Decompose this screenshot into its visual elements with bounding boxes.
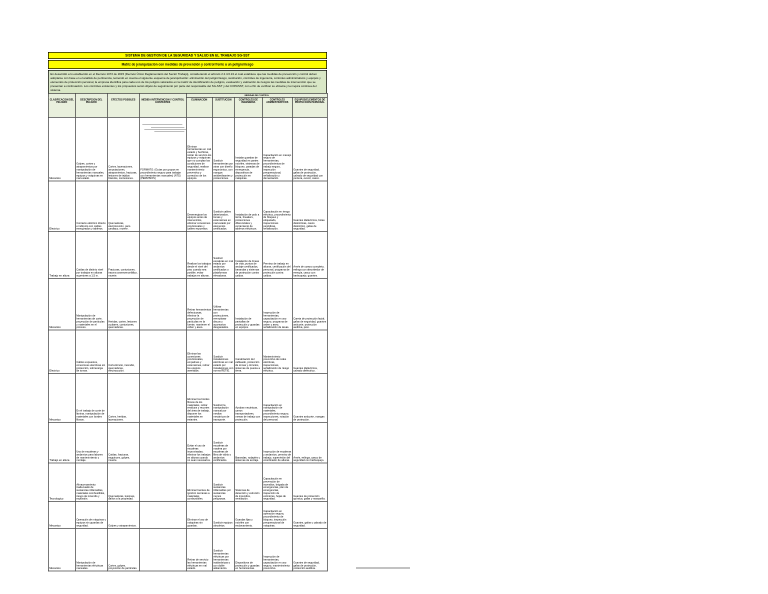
- cell-text: Sustituir sustancias inflamables por sustancias menos peligrosas.: [213, 482, 231, 501]
- intro-paragraph: En desarrollo a lo establecido en el Decreto 1072 de 2015 (Decreto Único Reglamentario del Sector Trabajo), considerando el artículo 2.2.4.6.24 el cual establece que las medidas de prevención y control deben adoptarse con base en el análisis de pertinencia, teniendo en cuenta el siguiente esquema de jerarquización: eliminación del peligro/riesgo, sustitución, controles de ingeniería, controles administrativos y equipos y elementos de protección personal, la empresa identifica para cada uno de los peligros valorados en la matriz de identificación de peligros, evaluación y valoración de riesgos las medidas de intervención que se presentan a continuación. Los controles existentes y los propuestos serán objeto de seguimiento por parte del responsable del SG-SST y del COPASST, con el fin de verificar su eficacia y la mejora continua del sistema.: [48, 70, 327, 93]
- cell-content: [213, 463, 234, 501]
- cell-text: Electrico: [49, 227, 60, 231]
- cell-clasificacion: [48, 232, 75, 279]
- cell-text: Instalar guardas de seguridad en partes móviles, sistemas de bloqueo, paradas de emergencia, dispositivos de protección en máquinas.: [235, 156, 260, 180]
- cell-content: [49, 423, 75, 463]
- cell-text: Arnés, eslinga, casco de seguridad con barbuquejo.: [293, 455, 325, 462]
- cell-text: Cables expuestos, conexiones eléctricas sin protección, sobrecarga de tomas.: [76, 360, 106, 373]
- cell-text: Sustituir escaleras de madera por escaleras de fibra de vidrio o andamios certificados.: [213, 441, 232, 462]
- cell-content: [293, 118, 327, 181]
- cell-content: [140, 118, 186, 181]
- cell-content: [235, 423, 262, 463]
- cell-content: [140, 374, 186, 422]
- cell-content: [293, 502, 327, 528]
- cell-text: Capacitación en manejo seguro de herramientas, procedimientos de trabajo seguro, inspección preoperacional, señalización y demarcación.: [263, 153, 292, 180]
- cell-medida-actual: [139, 232, 186, 279]
- cell-content: [235, 463, 262, 501]
- cell-efectos: [107, 181, 139, 232]
- cell-content: [187, 118, 212, 181]
- cell-controles-administrativos: [262, 278, 292, 330]
- cell-text: Retirar de servicio las herramientas eléctricas en mal estado.: [187, 558, 209, 570]
- cell-content: [140, 181, 186, 231]
- cell-content: [213, 529, 234, 571]
- cell-epp: [292, 374, 327, 423]
- cell-content: [140, 463, 186, 501]
- cell-clasificacion: [48, 330, 75, 374]
- cell-content: [49, 502, 75, 528]
- cell-content: [235, 118, 262, 181]
- cell-text: Caídas de distinto nivel por trabajos en alturas superiores a 1.5 m.: [76, 268, 104, 278]
- cell-text: Eliminar herramientas en mal estado y hechizas, retirar de servicio los equipos y máquinas que no cumplan las condiciones de seguridad, realizar mantenimiento preventivo y correctivo de los equipos.: [187, 144, 212, 180]
- cell-content: [187, 279, 212, 330]
- cell-content: [76, 181, 107, 231]
- cell-medida-actual: [139, 463, 186, 502]
- cell-text: Trabajo en altura: [49, 458, 70, 462]
- cell-content: [293, 374, 327, 422]
- cell-text: Golpes y atrapamientos.: [108, 524, 137, 528]
- column-header-medida-actual: MEDIDA INTERVENCION Y CONTROL EXISTENTES: [139, 93, 186, 117]
- cell-efectos: [107, 232, 139, 279]
- cell-text: Instalación de polo a tierra, breakers, protecciones diferenciales y cerramiento de tableros eléctricos.: [235, 212, 260, 231]
- cell-content: [213, 423, 234, 463]
- cell-text: Uso de escaleras y andamios para labores de mantenimiento y montaje.: [76, 450, 103, 462]
- cell-content: [140, 232, 186, 278]
- cell-content: [49, 374, 75, 422]
- cell-content: [187, 423, 212, 463]
- cell-content: [108, 181, 139, 231]
- cell-content: [293, 181, 327, 231]
- cell-sustitucion: [212, 463, 234, 502]
- cell-content: [263, 118, 292, 181]
- cell-content: [76, 529, 107, 571]
- cell-content: [213, 502, 234, 528]
- cell-sustitucion: [212, 502, 234, 529]
- cell-controles-administrativos: [262, 232, 292, 279]
- cell-text: Inspección de herramientas, capacitación en uso seguro, mantenimiento preventivo.: [263, 555, 290, 570]
- cell-content: [293, 423, 327, 463]
- cell-content: [49, 232, 75, 278]
- table-body: [48, 117, 327, 571]
- cell-content: [187, 374, 212, 422]
- cell-medida-actual: [139, 278, 186, 330]
- cell-descripcion: [75, 528, 107, 571]
- cell-text: Guantes dieléctricos, botas dieléctricas, casco dieléctrico, gafas de seguridad.: [293, 218, 325, 231]
- cell-sustitucion: [212, 232, 234, 279]
- document-title: SISTEMA DE GESTION DE LA SEGURIDAD Y SALUD EN EL TRABAJO SG-SST: [48, 52, 327, 59]
- cell-clasificacion: [48, 463, 75, 502]
- cell-controles-ingenieria: [234, 278, 262, 330]
- cell-content: [108, 423, 139, 463]
- cell-eliminacion: [186, 422, 212, 463]
- cell-medida-actual: [139, 117, 186, 181]
- cell-content: [108, 502, 139, 528]
- cell-content: [293, 463, 327, 501]
- cell-sustitucion: [212, 374, 234, 423]
- cell-clasificacion: [48, 422, 75, 463]
- cell-text: Inspección de escaleras y andamios, permiso de trabajo, supervisión del coordinador de alturas.: [263, 450, 292, 462]
- cell-clasificacion: [48, 117, 75, 181]
- cell-controles-administrativos: [262, 463, 292, 502]
- cell-text: Utilizar herramientas con protecciones, reemplazar discos y accesorios desgastados.: [213, 305, 229, 329]
- cell-text: Guantes anticorte, mangas de protección.: [293, 415, 325, 422]
- cell-text: Golpes, cortes y atrapamientos por manipulación de herramientas manuales, equipos y máquinas en mal estado.: [76, 162, 105, 180]
- cell-content: [213, 181, 234, 231]
- cell-text: Eliminar el uso de máquinas sin guardas.: [187, 518, 208, 528]
- cell-text: Canalización del cableado, protección de tomas y circuitos, sistemas de puesta a tierra.: [235, 357, 260, 373]
- cell-epp: [292, 502, 327, 529]
- medidas-de-control-header: MEDIDAS DE CONTROL: [186, 93, 327, 97]
- cell-efectos: [107, 330, 139, 374]
- cell-eliminacion: [186, 232, 212, 279]
- cell-text: Sustituir herramientas por otras con diseño ergonómico, con mangos antideslizantes y protecciones.: [213, 159, 233, 180]
- cell-text: Dispositivos de protección y guardas en herramientas.: [235, 560, 260, 570]
- cell-text: Heridas, cortes, lesiones oculares, contusiones, quemaduras.: [108, 319, 137, 329]
- cell-content: [108, 279, 139, 330]
- cell-controles-ingenieria: [234, 502, 262, 529]
- document-subtitle: Matriz de jerarquización con medidas de prevención y control frente a un peligro/riesgo: [48, 60, 327, 69]
- cell-content: [140, 502, 186, 528]
- cell-content: [213, 118, 234, 181]
- column-header-controles-administrativos: CONTROLES ADMINISTRATIVOS: [262, 97, 292, 117]
- table-row: [48, 278, 327, 330]
- cell-controles-administrativos: [262, 528, 292, 571]
- cell-text: Almacenamiento inadecuado de sustancias inflamables, materiales combustibles, riesgo de incendio y explosión.: [76, 482, 105, 501]
- cell-controles-administrativos: [262, 117, 292, 181]
- cell-epp: [292, 117, 327, 181]
- cell-text: Mecanico: [49, 325, 61, 329]
- column-header-efectos: EFECTOS POSIBLES: [107, 93, 139, 117]
- cell-text: Cortes, golpes, proyección de partículas.: [108, 563, 138, 570]
- cell-text: Arnés de cuerpo completo, eslinga con absorbedor de energía, casco con barbuquejo, guantes.: [293, 265, 325, 278]
- cell-epp: [292, 278, 327, 330]
- cell-content: [49, 181, 75, 231]
- table-row: [48, 422, 327, 463]
- cell-clasificacion: [48, 374, 75, 423]
- cell-content: [187, 529, 212, 571]
- cell-content: [108, 118, 139, 181]
- cell-content: [187, 502, 212, 528]
- cell-content: [263, 423, 292, 463]
- cell-text: Quemaduras, lesiones, daños a la propiedad.: [108, 494, 136, 501]
- cell-text: Sistemas de detección y extinción de incendios, ventilación.: [235, 488, 260, 501]
- cell-sustitucion: [212, 181, 234, 232]
- cell-content: [187, 463, 212, 501]
- cell-descripcion: [75, 117, 107, 181]
- cell-text: Eliminar fuentes de ignición cercanas a materiales combustibles.: [187, 488, 210, 501]
- cell-text: Guardas fijas y móviles con enclavamiento.: [235, 518, 253, 528]
- cell-clasificacion: [48, 502, 75, 529]
- cell-clasificacion: [48, 278, 75, 330]
- cell-controles-administrativos: [262, 422, 292, 463]
- cell-text: Sustituir herramientas eléctricas por herramientas inalámbricas o con doble aislamiento.: [213, 549, 231, 570]
- cell-descripcion: [75, 278, 107, 330]
- cell-text: Eliminar las conexiones provisionales, empalmes y extensiones, retirar los equipos averiados.: [187, 352, 210, 373]
- cell-content: [108, 232, 139, 278]
- cell-content: [235, 181, 262, 231]
- cell-text: Cortes, laceraciones, amputaciones, atrapamientos, fracturas, lesiones de tejidos blandos, contusiones.: [108, 165, 138, 180]
- cell-content: [108, 374, 139, 422]
- cell-text: Quemaduras, electrocución, paro cardiaco, muerte.: [108, 221, 131, 231]
- cell-efectos: [107, 278, 139, 330]
- cell-controles-ingenieria: [234, 422, 262, 463]
- table-row: [48, 374, 327, 423]
- cell-eliminacion: [186, 502, 212, 529]
- cell-content: [235, 330, 262, 373]
- cell-content: [49, 330, 75, 373]
- cell-content: [187, 330, 212, 373]
- cell-content: [187, 232, 212, 278]
- cell-eliminacion: [186, 278, 212, 330]
- cell-eliminacion: [186, 528, 212, 571]
- cell-controles-ingenieria: [234, 528, 262, 571]
- cell-eliminacion: [186, 374, 212, 423]
- table-row: [48, 181, 327, 232]
- cell-epp: [292, 528, 327, 571]
- cell-text: Sustituir la manipulación manual por medios mecánicos de transporte.: [213, 403, 230, 422]
- cell-sustitucion: [212, 422, 234, 463]
- cell-text: Instalación de pantallas de protección y guardas en equipos.: [235, 317, 260, 329]
- cell-sustitucion: [212, 330, 234, 374]
- cell-content: [263, 374, 292, 422]
- table-row: [48, 528, 327, 571]
- cell-text: Guantes de seguridad, gafas de protección, calzado de seguridad con puntera, overol, casco.: [293, 168, 323, 180]
- cell-text: Sustituir escaleras en mal estado por andamios certificados o plataformas elevadoras.: [213, 256, 233, 278]
- cell-text: Realizar los trabajos desde el nivel del piso cuando sea posible, evitar trabajos en alturas.: [187, 262, 211, 278]
- cell-text: Fracturas, contusiones, trauma craneoencefálico, muerte.: [108, 268, 138, 278]
- cell-content: [213, 374, 234, 422]
- cell-medida-actual: [139, 181, 186, 232]
- cell-efectos: [107, 422, 139, 463]
- cell-controles-ingenieria: [234, 181, 262, 232]
- cell-content: [263, 463, 292, 501]
- cell-descripcion: [75, 181, 107, 232]
- cell-controles-administrativos: [262, 374, 292, 423]
- cell-medida-actual: [139, 502, 186, 529]
- cell-efectos: [107, 374, 139, 423]
- column-header-epp: EQUIPOS/ELEMENTOS DE PROTECCION PERSONAL: [292, 97, 327, 117]
- cell-text: Retirar herramientas defectuosas, eliminar la proyección de partículas en la fuente, mantener el orden y aseo.: [187, 308, 212, 329]
- cell-text: Sustituir equipos obsoletos.: [213, 521, 233, 528]
- cell-controles-ingenieria: [234, 463, 262, 502]
- cell-text: Instalación de líneas de vida, puntos de anclaje certificados, barandas y sistemas de protección contra caídas.: [235, 259, 260, 278]
- cell-content: [76, 423, 107, 463]
- cell-content: [108, 463, 139, 501]
- cell-text: Tecnologico: [49, 497, 64, 501]
- table-row: [48, 232, 327, 279]
- cell-content: [76, 232, 107, 278]
- form-thumbnail: [141, 124, 186, 133]
- cell-content: [108, 330, 139, 373]
- cell-content: [213, 232, 234, 278]
- document-sheet: [48, 52, 327, 571]
- cell-content: [76, 279, 107, 330]
- column-header-eliminacion: ELIMINACION: [186, 97, 212, 117]
- cell-content: [140, 330, 186, 373]
- cell-content: [140, 279, 186, 330]
- cell-sustitucion: [212, 278, 234, 330]
- cell-content: [293, 330, 327, 373]
- cell-content: [235, 502, 262, 528]
- column-header-controles-ingenieria: CONTROLES DE INGENIERIA: [234, 97, 262, 117]
- cell-text: Guantes, gafas y calzado de seguridad.: [293, 521, 327, 528]
- cell-text: En el trabajo de corte de lámina, manipulación de materiales con bordes filosos.: [76, 409, 105, 422]
- cell-content: [235, 374, 262, 422]
- cell-epp: [292, 422, 327, 463]
- cell-text: Ayudas mecánicas, carros transportadores, mesas de trabajo con protección.: [235, 406, 261, 422]
- cell-content: [76, 374, 107, 422]
- cell-controles-administrativos: [262, 330, 292, 374]
- cell-text: Mecanico: [49, 176, 61, 180]
- cell-epp: [292, 181, 327, 232]
- footer-note: [356, 567, 410, 569]
- cell-content: [263, 502, 292, 528]
- cell-controles-ingenieria: [234, 374, 262, 423]
- cell-text: Guantes dieléctricos, calzado dieléctrico.: [293, 366, 318, 373]
- cell-content: [76, 330, 107, 373]
- cell-descripcion: [75, 463, 107, 502]
- cell-text: Operación de máquinas y equipos sin guardas de seguridad.: [76, 518, 106, 528]
- cell-controles-administrativos: [262, 502, 292, 529]
- column-header-clasificacion: CLASIFICACION DEL PELIGRO: [48, 93, 75, 117]
- cell-descripcion: [75, 232, 107, 279]
- cell-efectos: [107, 117, 139, 181]
- cell-eliminacion: [186, 463, 212, 502]
- cell-content: [76, 502, 107, 528]
- cell-content: [293, 529, 327, 571]
- cell-sustitucion: [212, 117, 234, 181]
- control-matrix-table: [48, 93, 328, 571]
- cell-clasificacion: [48, 528, 75, 571]
- cell-text: FORMATO: (Guías por grupos en procedimiento seguro para trabajar con herramientas manuales) (ATS) (PERMISOS): [140, 168, 181, 180]
- cell-efectos: [107, 528, 139, 571]
- table-row: [48, 330, 327, 374]
- cell-content: [76, 118, 107, 181]
- cell-content: [49, 279, 75, 330]
- cell-medida-actual: [139, 374, 186, 423]
- cell-text: Guantes de protección química, gafas y mascarilla.: [293, 494, 326, 501]
- cell-content: [235, 279, 262, 330]
- cell-text: Sustituir cables deteriorados, tomas y extensiones en mal estado por elementos certificados.: [213, 210, 231, 231]
- cell-controles-ingenieria: [234, 232, 262, 279]
- cell-content: [213, 279, 234, 330]
- cell-text: Capacitación en prevención de incendios, brigada de emergencias, plan de emergencias, inspección de extintores, hojas de seguridad.: [263, 477, 289, 501]
- cell-text: Mecanico: [49, 566, 61, 570]
- cell-text: Sustituir instalaciones eléctricas en mal estado por instalaciones con norma RETIE.: [213, 354, 234, 373]
- cell-content: [263, 279, 292, 330]
- cell-text: Cortocircuito, incendio, quemaduras, electrocución.: [108, 363, 135, 373]
- cell-controles-ingenieria: [234, 330, 262, 374]
- cell-text: Desenergizar los equipos antes de intervenirlos, eliminar conexiones provisionales y cables expuestos.: [187, 212, 211, 231]
- table-row: [48, 117, 327, 181]
- cell-descripcion: [75, 502, 107, 529]
- cell-clasificacion: [48, 181, 75, 232]
- cell-text: Evitar el uso de escaleras improvisadas, eliminar los trabajos en alturas cuando no sean necesarios.: [187, 444, 211, 462]
- cell-controles-administrativos: [262, 181, 292, 232]
- cell-content: [235, 529, 262, 571]
- cell-medida-actual: [139, 330, 186, 374]
- cell-text: Electrico: [49, 369, 60, 373]
- cell-eliminacion: [186, 330, 212, 374]
- cell-content: [49, 118, 75, 181]
- cell-text: Guantes de seguridad, gafas de protección, protección auditiva.: [293, 560, 320, 570]
- cell-content: [187, 181, 212, 231]
- cell-medida-actual: [139, 528, 186, 571]
- cell-eliminacion: [186, 117, 212, 181]
- cell-content: [293, 279, 327, 330]
- cell-medida-actual: [139, 422, 186, 463]
- cell-text: Barandas, rodapiés y sistemas de anclaje.: [235, 455, 260, 462]
- cell-content: [263, 330, 292, 373]
- cell-text: Caídas, fracturas, esguinces, golpes, muerte.: [108, 452, 130, 462]
- cell-text: Mecanico: [49, 524, 61, 528]
- cell-epp: [292, 330, 327, 374]
- cell-content: [263, 529, 292, 571]
- cell-efectos: [107, 502, 139, 529]
- cell-text: Eliminar los bordes filosos de los materiales, retirar residuos y recortes del área de trabajo, disponer los materiales en estantes.: [187, 397, 210, 422]
- column-header-sustitucion: SUSTITUCION: [212, 97, 234, 117]
- cell-content: [263, 232, 292, 278]
- cell-content: [293, 232, 327, 278]
- cell-text: Manipulación de herramientas eléctricas manuales.: [76, 560, 104, 570]
- cell-text: Capacitación en riesgo eléctrico, procedimiento de bloqueo y etiquetado, inspecciones periódicas, señalización.: [263, 210, 291, 231]
- cell-content: [49, 463, 75, 501]
- cell-content: [108, 529, 139, 571]
- cell-content: [263, 181, 292, 231]
- cell-text: Mecanico: [49, 418, 61, 422]
- table-row: [48, 502, 327, 529]
- cell-content: [76, 463, 107, 501]
- cell-eliminacion: [186, 181, 212, 232]
- cell-content: [235, 232, 262, 278]
- cell-text: Contacto eléctrico directo e indirecto con cables energizados y tableros.: [76, 221, 106, 231]
- cell-content: [140, 529, 186, 571]
- cell-text: Capacitación en manipulación de materiales, procedimiento seguro, inspecciones, rotación del personal.: [263, 403, 290, 422]
- cell-text: Manipulación de herramientas de corte, proyección de partículas y materiales en el proceso.: [76, 314, 105, 329]
- cell-descripcion: [75, 422, 107, 463]
- cell-text: Trabajo en altura: [49, 274, 70, 278]
- cell-descripcion: [75, 330, 107, 374]
- column-header-descripcion: DESCRIPCION DEL PELIGRO: [75, 93, 107, 117]
- cell-content: [49, 529, 75, 571]
- cell-text: Mantenimiento preventivo de redes eléctricas, inspecciones, señalización de riesgo eléctrico.: [263, 354, 290, 373]
- table-row: [48, 463, 327, 502]
- cell-content: [213, 330, 234, 373]
- cell-text: Capacitación en operación segura, procedimiento de bloqueo, inspección preoperacional de máquinas.: [263, 509, 287, 528]
- cell-efectos: [107, 463, 139, 502]
- cell-text: Inspección de herramientas, capacitación en uso seguro, programa de orden y aseo, señalización de áreas.: [263, 311, 290, 329]
- cell-controles-ingenieria: [234, 117, 262, 181]
- cell-epp: [292, 463, 327, 502]
- cell-content: [140, 423, 186, 463]
- cell-epp: [292, 232, 327, 279]
- cell-descripcion: [75, 374, 107, 423]
- cell-text: Careta de protección facial, gafas de seguridad, guantes anticorte, protección auditiva, peto.: [293, 317, 327, 329]
- cell-sustitucion: [212, 528, 234, 571]
- cell-text: Cortes, heridas, laceraciones.: [108, 415, 127, 422]
- cell-text: Permiso de trabajo en alturas, certificación del personal, programa de protección contra caídas.: [263, 262, 291, 278]
